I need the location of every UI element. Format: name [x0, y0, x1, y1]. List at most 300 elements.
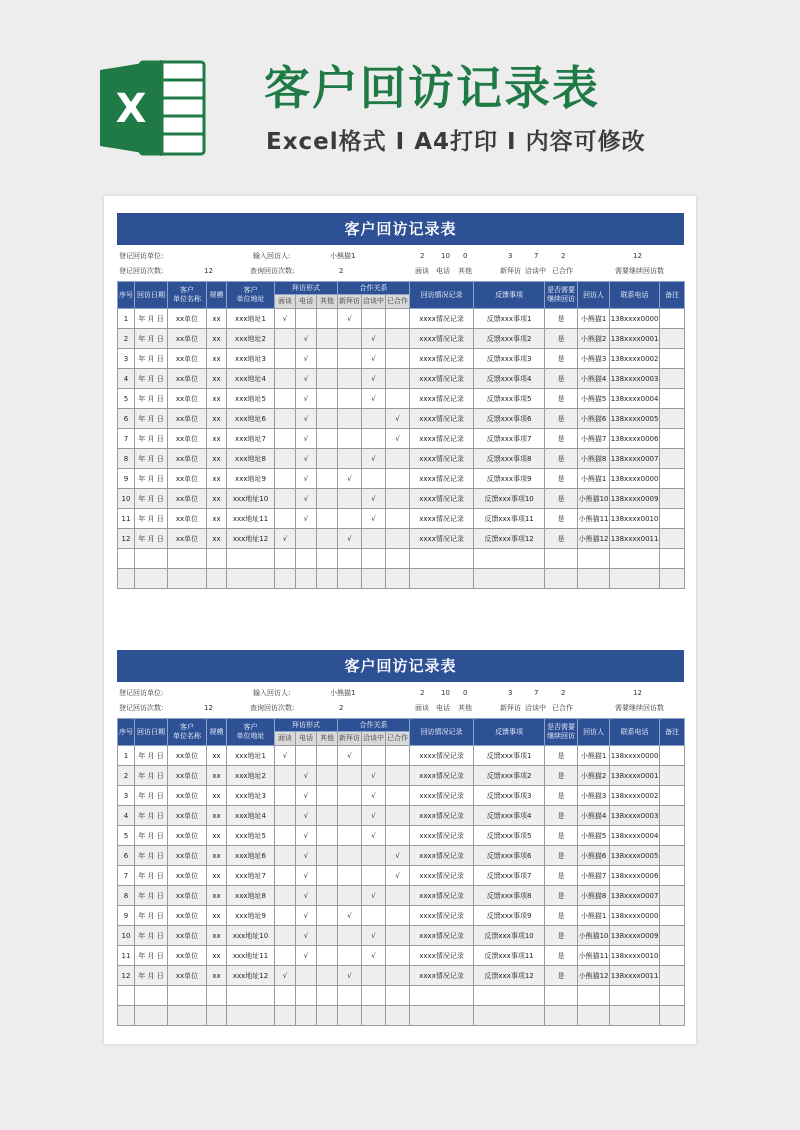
empty-cell[interactable] [207, 1006, 227, 1026]
empty-cell[interactable] [207, 549, 227, 569]
cell-rel-new[interactable]: √ [338, 309, 362, 329]
cell-visitor[interactable]: 小熊猫12 [578, 529, 610, 549]
cell-feedback[interactable]: 反馈xxx事项3 [474, 349, 545, 369]
cell-phone[interactable]: 138xxxx0001 [610, 766, 660, 786]
cell-feedback[interactable]: 反馈xxx事项2 [474, 329, 545, 349]
cell-rel-cooperating[interactable] [386, 906, 410, 926]
cell-feedback[interactable]: 反馈xxx事项5 [474, 826, 545, 846]
cell-need-followup[interactable]: 是 [545, 309, 578, 329]
cell-seq[interactable]: 6 [118, 409, 135, 429]
empty-cell[interactable] [386, 549, 410, 569]
cell-form-phone[interactable]: √ [296, 786, 317, 806]
cell-rel-new[interactable] [338, 826, 362, 846]
cell-phone[interactable]: 138xxxx0002 [610, 786, 660, 806]
empty-cell[interactable] [660, 549, 685, 569]
empty-cell[interactable] [545, 569, 578, 589]
cell-phone[interactable]: 138xxxx0007 [610, 886, 660, 906]
cell-rel-negotiating[interactable] [362, 906, 386, 926]
cell-rel-new[interactable] [338, 766, 362, 786]
cell-situation[interactable]: xxxx情况记录 [410, 529, 474, 549]
cell-need-followup[interactable]: 是 [545, 509, 578, 529]
cell-phone[interactable]: 138xxxx0004 [610, 389, 660, 409]
empty-cell[interactable] [296, 986, 317, 1006]
cell-form-face[interactable] [275, 469, 296, 489]
cell-visitor[interactable]: 小熊猫8 [578, 886, 610, 906]
cell-form-other[interactable] [317, 349, 338, 369]
cell-seq[interactable]: 2 [118, 329, 135, 349]
cell-situation[interactable]: xxxx情况记录 [410, 389, 474, 409]
empty-cell[interactable] [578, 1006, 610, 1026]
cell-rel-negotiating[interactable] [362, 846, 386, 866]
cell-scale[interactable]: xx [207, 489, 227, 509]
cell-scale[interactable]: xx [207, 409, 227, 429]
cell-visitor[interactable]: 小熊猫6 [578, 846, 610, 866]
cell-rel-negotiating[interactable]: √ [362, 389, 386, 409]
cell-need-followup[interactable]: 是 [545, 409, 578, 429]
empty-cell[interactable] [474, 569, 545, 589]
empty-cell[interactable] [227, 986, 275, 1006]
cell-date[interactable]: 年 月 日 [135, 329, 168, 349]
cell-rel-negotiating[interactable]: √ [362, 946, 386, 966]
cell-seq[interactable]: 4 [118, 806, 135, 826]
cell-phone[interactable]: 138xxxx0003 [610, 369, 660, 389]
empty-cell[interactable] [296, 549, 317, 569]
empty-cell[interactable] [410, 549, 474, 569]
cell-remark[interactable] [660, 766, 685, 786]
cell-rel-negotiating[interactable]: √ [362, 926, 386, 946]
cell-form-face[interactable] [275, 329, 296, 349]
cell-phone[interactable]: 138xxxx0005 [610, 846, 660, 866]
cell-address[interactable]: xxx地址1 [227, 746, 275, 766]
cell-phone[interactable]: 138xxxx0000 [610, 746, 660, 766]
cell-rel-cooperating[interactable] [386, 509, 410, 529]
cell-date[interactable]: 年 月 日 [135, 966, 168, 986]
cell-remark[interactable] [660, 846, 685, 866]
cell-remark[interactable] [660, 786, 685, 806]
cell-rel-cooperating[interactable] [386, 489, 410, 509]
cell-company[interactable]: xx单位 [168, 946, 207, 966]
cell-rel-cooperating[interactable]: √ [386, 866, 410, 886]
cell-form-phone[interactable]: √ [296, 349, 317, 369]
empty-cell[interactable] [118, 1006, 135, 1026]
cell-seq[interactable]: 6 [118, 846, 135, 866]
cell-feedback[interactable]: 反馈xxx事项10 [474, 489, 545, 509]
empty-cell[interactable] [317, 1006, 338, 1026]
cell-rel-negotiating[interactable]: √ [362, 766, 386, 786]
cell-date[interactable]: 年 月 日 [135, 826, 168, 846]
cell-form-phone[interactable]: √ [296, 886, 317, 906]
cell-feedback[interactable]: 反馈xxx事项4 [474, 806, 545, 826]
cell-form-other[interactable] [317, 509, 338, 529]
cell-need-followup[interactable]: 是 [545, 946, 578, 966]
cell-form-face[interactable] [275, 846, 296, 866]
cell-scale[interactable]: xx [207, 469, 227, 489]
cell-form-face[interactable] [275, 429, 296, 449]
cell-feedback[interactable]: 反馈xxx事项12 [474, 966, 545, 986]
cell-seq[interactable]: 8 [118, 449, 135, 469]
cell-form-phone[interactable]: √ [296, 766, 317, 786]
cell-visitor[interactable]: 小熊猫7 [578, 866, 610, 886]
cell-feedback[interactable]: 反馈xxx事项1 [474, 746, 545, 766]
cell-date[interactable]: 年 月 日 [135, 846, 168, 866]
cell-form-face[interactable]: √ [275, 529, 296, 549]
cell-phone[interactable]: 138xxxx0005 [610, 409, 660, 429]
cell-phone[interactable]: 138xxxx0002 [610, 349, 660, 369]
cell-visitor[interactable]: 小熊猫8 [578, 449, 610, 469]
cell-need-followup[interactable]: 是 [545, 429, 578, 449]
cell-company[interactable]: xx单位 [168, 966, 207, 986]
cell-seq[interactable]: 12 [118, 529, 135, 549]
empty-cell[interactable] [118, 549, 135, 569]
cell-seq[interactable]: 7 [118, 429, 135, 449]
cell-seq[interactable]: 5 [118, 389, 135, 409]
cell-form-other[interactable] [317, 429, 338, 449]
cell-form-face[interactable] [275, 369, 296, 389]
cell-form-phone[interactable]: √ [296, 946, 317, 966]
cell-form-other[interactable] [317, 309, 338, 329]
cell-phone[interactable]: 138xxxx0000 [610, 469, 660, 489]
cell-company[interactable]: xx单位 [168, 429, 207, 449]
cell-date[interactable]: 年 月 日 [135, 946, 168, 966]
cell-address[interactable]: xxx地址8 [227, 449, 275, 469]
cell-form-phone[interactable] [296, 529, 317, 549]
cell-situation[interactable]: xxxx情况记录 [410, 926, 474, 946]
empty-cell[interactable] [275, 986, 296, 1006]
empty-cell[interactable] [338, 986, 362, 1006]
cell-seq[interactable]: 12 [118, 966, 135, 986]
cell-rel-new[interactable] [338, 449, 362, 469]
cell-date[interactable]: 年 月 日 [135, 389, 168, 409]
cell-rel-negotiating[interactable] [362, 866, 386, 886]
cell-rel-cooperating[interactable] [386, 349, 410, 369]
cell-situation[interactable]: xxxx情况记录 [410, 766, 474, 786]
cell-rel-negotiating[interactable]: √ [362, 786, 386, 806]
empty-cell[interactable] [578, 986, 610, 1006]
cell-date[interactable]: 年 月 日 [135, 886, 168, 906]
cell-rel-negotiating[interactable]: √ [362, 489, 386, 509]
cell-remark[interactable] [660, 329, 685, 349]
cell-feedback[interactable]: 反馈xxx事项2 [474, 766, 545, 786]
cell-form-face[interactable] [275, 389, 296, 409]
cell-address[interactable]: xxx地址10 [227, 489, 275, 509]
cell-rel-cooperating[interactable] [386, 806, 410, 826]
cell-remark[interactable] [660, 746, 685, 766]
cell-address[interactable]: xxx地址6 [227, 846, 275, 866]
cell-scale[interactable]: xx [207, 449, 227, 469]
empty-cell[interactable] [135, 549, 168, 569]
cell-form-face[interactable] [275, 866, 296, 886]
cell-address[interactable]: xxx地址10 [227, 926, 275, 946]
cell-visitor[interactable]: 小熊猫1 [578, 746, 610, 766]
cell-rel-cooperating[interactable] [386, 389, 410, 409]
cell-situation[interactable]: xxxx情况记录 [410, 429, 474, 449]
cell-rel-cooperating[interactable] [386, 369, 410, 389]
cell-company[interactable]: xx单位 [168, 329, 207, 349]
cell-form-other[interactable] [317, 786, 338, 806]
cell-rel-new[interactable] [338, 846, 362, 866]
cell-rel-cooperating[interactable] [386, 329, 410, 349]
cell-company[interactable]: xx单位 [168, 449, 207, 469]
cell-form-other[interactable] [317, 806, 338, 826]
cell-form-other[interactable] [317, 409, 338, 429]
cell-situation[interactable]: xxxx情况记录 [410, 866, 474, 886]
cell-form-face[interactable] [275, 449, 296, 469]
cell-date[interactable]: 年 月 日 [135, 866, 168, 886]
cell-need-followup[interactable]: 是 [545, 489, 578, 509]
cell-visitor[interactable]: 小熊猫5 [578, 826, 610, 846]
cell-date[interactable]: 年 月 日 [135, 906, 168, 926]
cell-visitor[interactable]: 小熊猫1 [578, 469, 610, 489]
cell-phone[interactable]: 138xxxx0006 [610, 866, 660, 886]
cell-rel-new[interactable] [338, 509, 362, 529]
cell-form-phone[interactable]: √ [296, 449, 317, 469]
cell-scale[interactable]: xx [207, 926, 227, 946]
cell-visitor[interactable]: 小熊猫5 [578, 389, 610, 409]
cell-need-followup[interactable]: 是 [545, 826, 578, 846]
cell-form-phone[interactable]: √ [296, 489, 317, 509]
empty-cell[interactable] [275, 1006, 296, 1026]
cell-rel-negotiating[interactable] [362, 469, 386, 489]
cell-address[interactable]: xxx地址2 [227, 329, 275, 349]
cell-rel-negotiating[interactable] [362, 409, 386, 429]
cell-remark[interactable] [660, 966, 685, 986]
cell-rel-cooperating[interactable] [386, 529, 410, 549]
empty-cell[interactable] [474, 986, 545, 1006]
cell-form-face[interactable] [275, 906, 296, 926]
cell-situation[interactable]: xxxx情况记录 [410, 906, 474, 926]
cell-form-other[interactable] [317, 746, 338, 766]
cell-date[interactable]: 年 月 日 [135, 926, 168, 946]
cell-feedback[interactable]: 反馈xxx事项9 [474, 906, 545, 926]
cell-form-other[interactable] [317, 529, 338, 549]
cell-form-other[interactable] [317, 966, 338, 986]
cell-phone[interactable]: 138xxxx0010 [610, 509, 660, 529]
cell-form-face[interactable] [275, 886, 296, 906]
cell-form-face[interactable] [275, 786, 296, 806]
cell-need-followup[interactable]: 是 [545, 529, 578, 549]
cell-rel-negotiating[interactable] [362, 429, 386, 449]
cell-remark[interactable] [660, 866, 685, 886]
cell-rel-negotiating[interactable]: √ [362, 349, 386, 369]
cell-remark[interactable] [660, 906, 685, 926]
cell-rel-cooperating[interactable]: √ [386, 429, 410, 449]
cell-rel-cooperating[interactable] [386, 786, 410, 806]
empty-cell[interactable] [317, 986, 338, 1006]
cell-rel-cooperating[interactable]: √ [386, 846, 410, 866]
cell-seq[interactable]: 9 [118, 469, 135, 489]
cell-situation[interactable]: xxxx情况记录 [410, 946, 474, 966]
cell-form-phone[interactable]: √ [296, 329, 317, 349]
cell-rel-new[interactable] [338, 489, 362, 509]
cell-seq[interactable]: 1 [118, 309, 135, 329]
cell-rel-new[interactable]: √ [338, 469, 362, 489]
cell-rel-new[interactable] [338, 806, 362, 826]
cell-company[interactable]: xx单位 [168, 469, 207, 489]
empty-cell[interactable] [275, 549, 296, 569]
cell-remark[interactable] [660, 509, 685, 529]
cell-situation[interactable]: xxxx情况记录 [410, 786, 474, 806]
cell-phone[interactable]: 138xxxx0001 [610, 329, 660, 349]
cell-address[interactable]: xxx地址9 [227, 906, 275, 926]
empty-cell[interactable] [338, 1006, 362, 1026]
cell-rel-cooperating[interactable] [386, 309, 410, 329]
cell-remark[interactable] [660, 369, 685, 389]
cell-rel-cooperating[interactable] [386, 886, 410, 906]
cell-rel-negotiating[interactable] [362, 746, 386, 766]
cell-scale[interactable]: xx [207, 906, 227, 926]
cell-seq[interactable]: 3 [118, 786, 135, 806]
cell-scale[interactable]: xx [207, 946, 227, 966]
cell-feedback[interactable]: 反馈xxx事项8 [474, 886, 545, 906]
cell-visitor[interactable]: 小熊猫11 [578, 946, 610, 966]
empty-cell[interactable] [362, 1006, 386, 1026]
cell-scale[interactable]: xx [207, 329, 227, 349]
empty-cell[interactable] [275, 569, 296, 589]
cell-feedback[interactable]: 反馈xxx事项7 [474, 429, 545, 449]
empty-cell[interactable] [660, 986, 685, 1006]
cell-remark[interactable] [660, 826, 685, 846]
cell-seq[interactable]: 1 [118, 746, 135, 766]
cell-scale[interactable]: xx [207, 529, 227, 549]
cell-address[interactable]: xxx地址9 [227, 469, 275, 489]
empty-cell[interactable] [135, 569, 168, 589]
empty-cell[interactable] [386, 1006, 410, 1026]
cell-form-phone[interactable]: √ [296, 926, 317, 946]
cell-situation[interactable]: xxxx情况记录 [410, 826, 474, 846]
cell-phone[interactable]: 138xxxx0009 [610, 926, 660, 946]
empty-cell[interactable] [338, 569, 362, 589]
cell-date[interactable]: 年 月 日 [135, 349, 168, 369]
cell-feedback[interactable]: 反馈xxx事项10 [474, 926, 545, 946]
cell-need-followup[interactable]: 是 [545, 786, 578, 806]
cell-form-phone[interactable]: √ [296, 806, 317, 826]
cell-scale[interactable]: xx [207, 886, 227, 906]
cell-scale[interactable]: xx [207, 866, 227, 886]
cell-scale[interactable]: xx [207, 966, 227, 986]
cell-rel-negotiating[interactable]: √ [362, 329, 386, 349]
empty-cell[interactable] [386, 569, 410, 589]
cell-visitor[interactable]: 小熊猫10 [578, 926, 610, 946]
cell-address[interactable]: xxx地址2 [227, 766, 275, 786]
cell-feedback[interactable]: 反馈xxx事项7 [474, 866, 545, 886]
empty-cell[interactable] [545, 986, 578, 1006]
cell-date[interactable]: 年 月 日 [135, 529, 168, 549]
cell-seq[interactable]: 5 [118, 826, 135, 846]
cell-company[interactable]: xx单位 [168, 906, 207, 926]
cell-seq[interactable]: 11 [118, 946, 135, 966]
cell-feedback[interactable]: 反馈xxx事项11 [474, 509, 545, 529]
cell-date[interactable]: 年 月 日 [135, 746, 168, 766]
cell-situation[interactable]: xxxx情况记录 [410, 349, 474, 369]
empty-cell[interactable] [362, 986, 386, 1006]
cell-company[interactable]: xx单位 [168, 806, 207, 826]
cell-feedback[interactable]: 反馈xxx事项4 [474, 369, 545, 389]
cell-visitor[interactable]: 小熊猫3 [578, 786, 610, 806]
cell-remark[interactable] [660, 806, 685, 826]
empty-cell[interactable] [610, 1006, 660, 1026]
cell-form-face[interactable] [275, 926, 296, 946]
cell-form-phone[interactable] [296, 309, 317, 329]
cell-feedback[interactable]: 反馈xxx事项6 [474, 846, 545, 866]
cell-need-followup[interactable]: 是 [545, 886, 578, 906]
cell-form-other[interactable] [317, 389, 338, 409]
cell-need-followup[interactable]: 是 [545, 349, 578, 369]
cell-rel-cooperating[interactable] [386, 946, 410, 966]
cell-form-phone[interactable]: √ [296, 846, 317, 866]
cell-address[interactable]: xxx地址11 [227, 946, 275, 966]
empty-cell[interactable] [578, 569, 610, 589]
empty-cell[interactable] [386, 986, 410, 1006]
cell-scale[interactable]: xx [207, 349, 227, 369]
cell-phone[interactable]: 138xxxx0000 [610, 906, 660, 926]
cell-seq[interactable]: 9 [118, 906, 135, 926]
empty-cell[interactable] [410, 1006, 474, 1026]
cell-scale[interactable]: xx [207, 766, 227, 786]
cell-rel-negotiating[interactable]: √ [362, 826, 386, 846]
cell-remark[interactable] [660, 429, 685, 449]
cell-rel-cooperating[interactable] [386, 766, 410, 786]
cell-scale[interactable]: xx [207, 806, 227, 826]
empty-cell[interactable] [296, 1006, 317, 1026]
cell-rel-cooperating[interactable] [386, 449, 410, 469]
cell-phone[interactable]: 138xxxx0000 [610, 309, 660, 329]
cell-remark[interactable] [660, 469, 685, 489]
cell-rel-new[interactable] [338, 429, 362, 449]
cell-rel-new[interactable] [338, 389, 362, 409]
cell-remark[interactable] [660, 946, 685, 966]
cell-rel-negotiating[interactable] [362, 529, 386, 549]
cell-scale[interactable]: xx [207, 389, 227, 409]
cell-visitor[interactable]: 小熊猫3 [578, 349, 610, 369]
cell-seq[interactable]: 10 [118, 489, 135, 509]
cell-rel-new[interactable]: √ [338, 966, 362, 986]
empty-cell[interactable] [118, 986, 135, 1006]
empty-cell[interactable] [545, 1006, 578, 1026]
cell-seq[interactable]: 8 [118, 886, 135, 906]
empty-cell[interactable] [168, 1006, 207, 1026]
cell-need-followup[interactable]: 是 [545, 449, 578, 469]
cell-address[interactable]: xxx地址1 [227, 309, 275, 329]
empty-cell[interactable] [168, 986, 207, 1006]
cell-need-followup[interactable]: 是 [545, 469, 578, 489]
empty-cell[interactable] [660, 569, 685, 589]
cell-rel-cooperating[interactable]: √ [386, 409, 410, 429]
cell-rel-new[interactable] [338, 369, 362, 389]
cell-form-phone[interactable] [296, 746, 317, 766]
cell-form-phone[interactable]: √ [296, 469, 317, 489]
cell-date[interactable]: 年 月 日 [135, 489, 168, 509]
cell-date[interactable]: 年 月 日 [135, 469, 168, 489]
cell-need-followup[interactable]: 是 [545, 966, 578, 986]
cell-date[interactable]: 年 月 日 [135, 309, 168, 329]
cell-form-face[interactable]: √ [275, 966, 296, 986]
cell-rel-cooperating[interactable] [386, 926, 410, 946]
empty-cell[interactable] [227, 1006, 275, 1026]
empty-cell[interactable] [338, 549, 362, 569]
empty-cell[interactable] [227, 569, 275, 589]
cell-date[interactable]: 年 月 日 [135, 786, 168, 806]
cell-remark[interactable] [660, 886, 685, 906]
cell-visitor[interactable]: 小熊猫6 [578, 409, 610, 429]
empty-cell[interactable] [610, 549, 660, 569]
cell-form-phone[interactable]: √ [296, 826, 317, 846]
cell-form-other[interactable] [317, 469, 338, 489]
cell-form-phone[interactable]: √ [296, 389, 317, 409]
cell-seq[interactable]: 4 [118, 369, 135, 389]
cell-phone[interactable]: 138xxxx0003 [610, 806, 660, 826]
cell-form-other[interactable] [317, 449, 338, 469]
cell-visitor[interactable]: 小熊猫12 [578, 966, 610, 986]
